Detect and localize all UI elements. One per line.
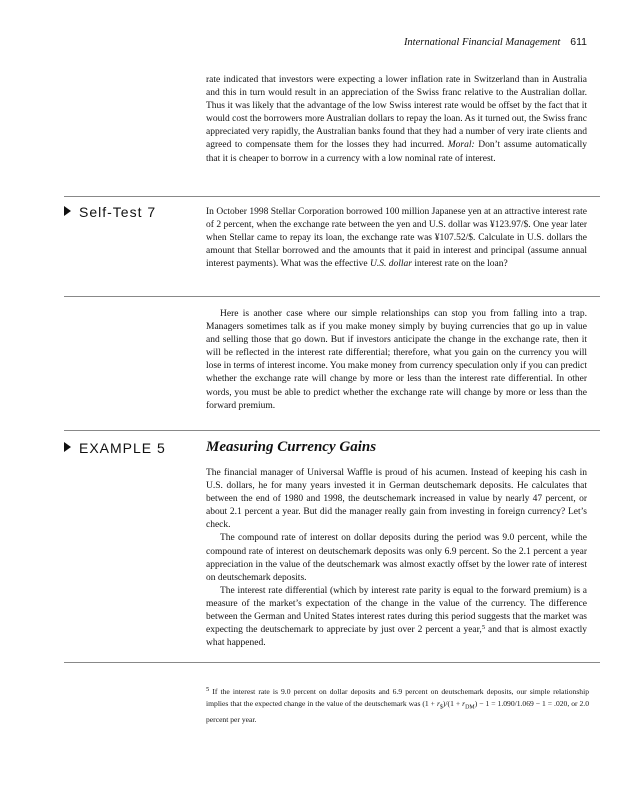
footnote-text-after: ) − 1 = 1.090/1.069 − 1 = .020, or 2.0 percent per year. — [206, 699, 590, 724]
footnote-text-mid: )/(1 + — [442, 699, 463, 708]
intro-paragraph — [206, 74, 587, 166]
triangle-marker-icon — [64, 442, 71, 452]
footnote-rs: r — [436, 699, 440, 708]
example-paragraph-2: The compound rate of interest on dollar deposits during the period was 9.0 percent, while the compound rate of interest on deutschemark deposits was only 6.9 percent. So the 2.1 percent a year appreciation in the value of the deutschemark was almost exactly offset by the lower rate of interest on deutschemark deposits. — [206, 533, 587, 583]
footnote — [206, 686, 589, 726]
example-body — [206, 467, 587, 650]
example-label — [64, 440, 166, 456]
moral-text: Don’t assume automatically that it is cheaper to borrow in a currency with a low nominal rate of interest. — [206, 140, 587, 164]
footnote-rs-sub: $ — [439, 704, 443, 711]
section-divider — [64, 196, 600, 197]
self-test-text-after: interest rate on the loan? — [414, 259, 508, 270]
example-paragraph-3 — [206, 585, 587, 650]
example-label-text: EXAMPLE 5 — [79, 440, 166, 456]
self-test-label — [64, 204, 156, 220]
footnote-reference: 5 — [481, 624, 486, 632]
example-p3-after: and that is almost exactly what happened. — [206, 625, 588, 649]
self-test-label-text: Self-Test 7 — [79, 204, 157, 220]
page-number: 611 — [570, 36, 587, 48]
example-paragraph-1: The financial manager of Universal Waffle is proud of his acumen. Instead of keeping his cash in U.S. dollars, he for many years invested it in German deutschemark deposits. He calculates that between the end of 1980 and 1998, the deutschemark increased in value by nearly 47 percent, or about 2.1 percent a year. But did the manager really gain from investing in foreign currency? Let’s check. — [206, 468, 587, 531]
trap-text: Here is another case where our simple relationships can stop you from falling into a trap. Managers sometimes talk as if you make money simply by buying currencies that go up in value and selling those that go down. But if investors anticipate the change in the exchange rate, then it will be reflected in the interest rate differential; therefore, what you gain on the currency you will lose in terms of interest income. You make money from currency speculation only if you can predict whether the exchange rate will change by more or less than the interest rate differential. In other words, you must be able to predict whether the exchange rate will change by more or less than the forward premium. — [206, 309, 587, 411]
moral-label: Moral: — [447, 140, 475, 151]
example-title: Measuring Currency Gains — [206, 439, 377, 455]
self-test-text-before: In October 1998 Stellar Corporation borrowed 100 million Japanese yen at an attractive interest rate of 2 percent, when the exchange rate between the yen and U.S. dollar was ¥123.97/$. One year later when Stellar came to repay its loan, the exchange rate was ¥107.52/$. Calculate in U.S. dollars the amount that Stellar borrowed and the amounts that it paid in interest and principal (assume annual interest payments). What was the effective — [206, 207, 587, 270]
trap-paragraph — [206, 308, 587, 413]
footnote-text-before: If the interest rate is 9.0 percent on dollar deposits and 6.9 percent on deutschemark deposits, our simple relationship implies that the expected change in the value of the deutschemark was (1 + — [206, 687, 589, 708]
section-divider — [64, 430, 600, 431]
footnote-rdm-sub: DM — [465, 704, 475, 711]
footnote-rdm: r — [462, 699, 466, 708]
running-header — [404, 36, 587, 48]
footnote-number: 5 — [206, 686, 210, 693]
example-p3-before: The interest rate differential (which by interest rate parity is equal to the forward premium) is a measure of the market’s expectation of the change in the value of the currency. The difference between the German and United States interest rates during this period suggests that the market was expecting the deutschemark to appreciate by just over 2 percent a year, — [206, 585, 587, 636]
section-divider — [64, 296, 600, 297]
intro-text: rate indicated that investors were expecting a lower inflation rate in Switzerland than in Australia and this in turn would result in an appreciation of the Swiss franc relative to the Australian dollar. Thus it was likely that the advantage of the low Swiss interest rate would be offset by the fact that it would cost the borrowers more Australian dollars to repay the loan. As it turned out, the Swiss franc appreciated very rapidly, the Australian banks found that they had a number of very irate clients and agreed to compensate them for the losses they had incurred. — [206, 75, 587, 151]
triangle-marker-icon — [64, 206, 71, 216]
self-test-emphasis: U.S. dollar — [370, 259, 412, 270]
running-title: International Financial Management — [403, 37, 561, 48]
section-divider — [64, 662, 600, 663]
self-test-question — [206, 206, 587, 271]
